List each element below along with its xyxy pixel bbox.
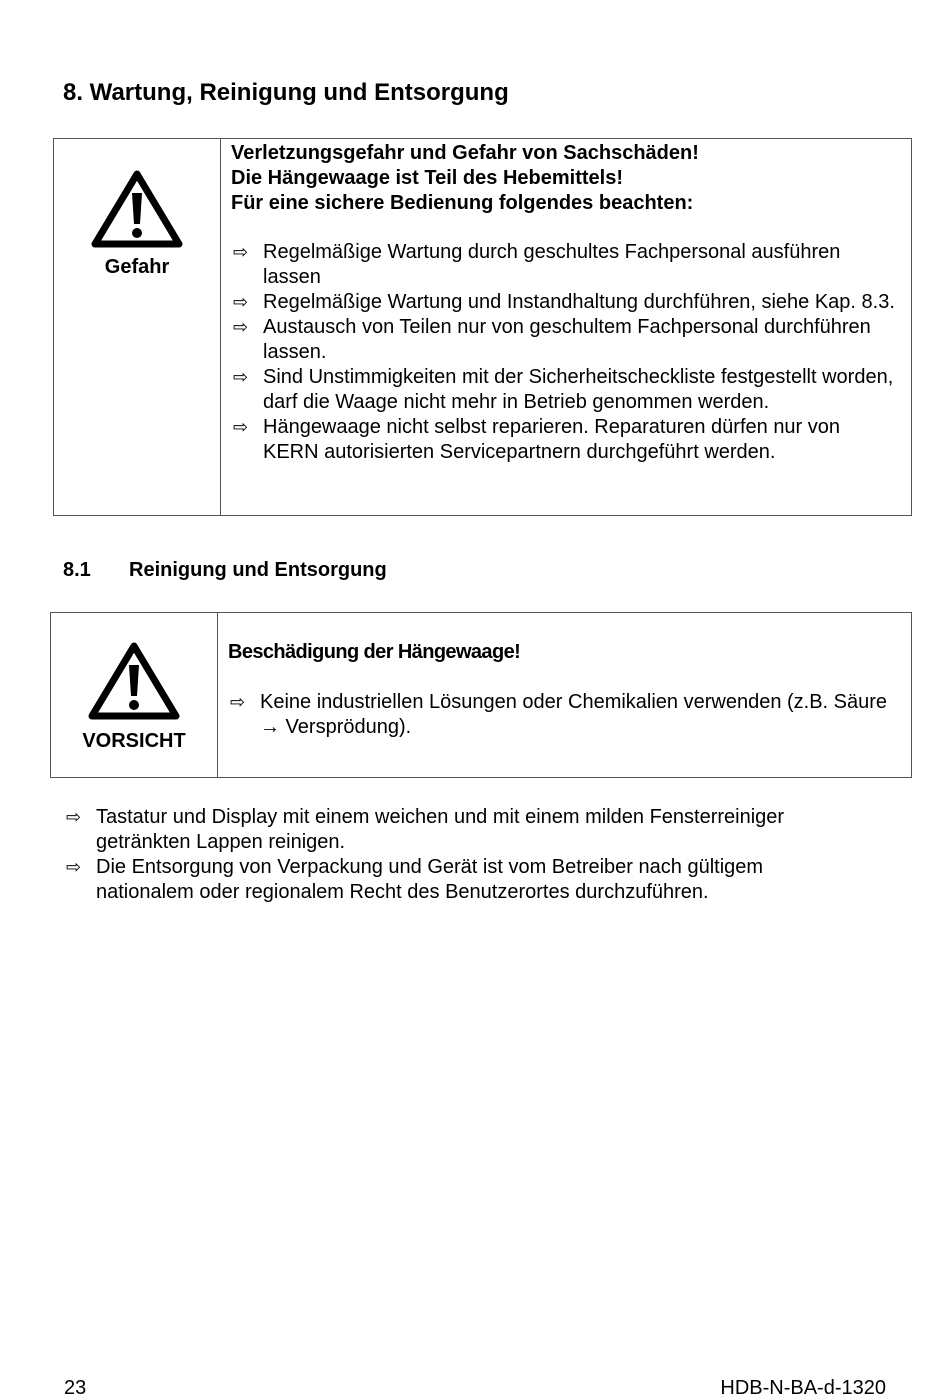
danger-title-line: Verletzungsgefahr und Gefahr von Sachschäden! [231, 142, 699, 164]
document-id: HDB-N-BA-d-1320 [720, 1377, 886, 1399]
danger-warning-box [53, 138, 912, 516]
section-heading: 8. Wartung, Reinigung und Entsorgung [63, 79, 509, 106]
arrow-right-icon: ⇨ [233, 292, 249, 312]
arrow-right-icon: ⇨ [66, 807, 82, 827]
caution-label: VORSICHT [82, 730, 186, 752]
list-item: ⇨ Hängewaage nicht selbst reparieren. Reparaturen dürfen nur von KERN autorisierten Servicepartnern durchgeführt werden. [233, 416, 841, 463]
list-item: ⇨ Keine industriellen Lösungen oder Chemikalien verwenden (z.B. Säure → Versprödung). [230, 691, 888, 738]
danger-title-line: Die Hängewaage ist Teil des Hebemittels! [231, 167, 623, 189]
arrow-right-icon: ⇨ [233, 242, 249, 262]
danger-list [231, 240, 901, 465]
warning-triangle-icon [87, 641, 181, 721]
arrow-right-icon: ⇨ [233, 417, 249, 437]
list-item: ⇨ Sind Unstimmigkeiten mit der Sicherheitscheckliste festgestellt worden, darf die Waage nicht mehr in Betrieb genommen werden. [233, 366, 894, 413]
list-item: ⇨ Die Entsorgung von Verpackung und Gerät ist vom Betreiber nach gültigem nationalem oder regionalem Recht des Benutzerortes durchzuführen. [66, 856, 764, 903]
danger-title-line: Für eine sichere Bedienung folgendes beachten: [231, 192, 694, 214]
caution-title: Beschädigung der Hängewaage! [228, 641, 521, 663]
caution-list [228, 690, 898, 740]
subsection-number: 8.1 [63, 559, 91, 581]
list-item: ⇨ Regelmäßige Wartung und Instandhaltung durchführen, siehe Kap. 8.3. [233, 291, 895, 313]
cleaning-instructions-list [64, 805, 864, 905]
danger-label: Gefahr [104, 256, 170, 278]
list-item: ⇨ Regelmäßige Wartung durch geschultes Fachpersonal ausführen lassen [233, 241, 841, 288]
caution-warning-box [50, 612, 912, 778]
warning-triangle-icon [90, 169, 184, 249]
list-item: ⇨ Tastatur und Display mit einem weichen und mit einem milden Fensterreiniger getränkten Lappen reinigen. [66, 806, 785, 853]
arrow-right-icon: ⇨ [233, 367, 249, 387]
arrow-right-icon: ⇨ [230, 692, 246, 712]
arrow-right-icon: ⇨ [233, 317, 249, 337]
list-item: ⇨ Austausch von Teilen nur von geschultem Fachpersonal durchführen lassen. [233, 316, 871, 363]
subsection-title: Reinigung und Entsorgung [129, 559, 387, 581]
page-number: 23 [64, 1377, 87, 1399]
danger-title [231, 141, 901, 216]
arrow-right-icon: ⇨ [66, 857, 82, 877]
